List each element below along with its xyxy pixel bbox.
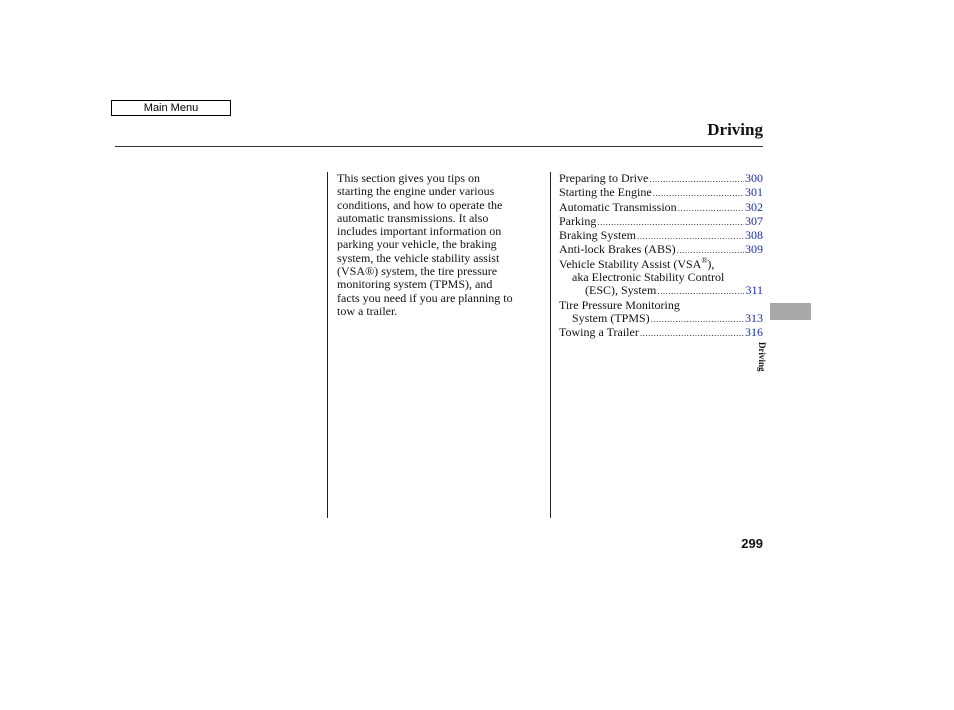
toc-page-link[interactable]: 311: [745, 283, 763, 298]
page-number: 299: [741, 536, 763, 551]
toc-item-tpms[interactable]: [559, 312, 763, 326]
vsa-text-end: ),: [707, 256, 715, 271]
toc-item[interactable]: [559, 201, 763, 215]
toc-item-label: Starting the Engine: [559, 185, 652, 200]
toc-page-link[interactable]: 313: [745, 310, 763, 325]
toc-item-tpms-line1: Tire Pressure Monitoring: [559, 297, 680, 312]
toc-page-link[interactable]: 309: [745, 242, 763, 257]
toc-item-vsa-line1: [559, 255, 763, 271]
section-title: Driving: [707, 120, 763, 139]
vsa-text: Vehicle Stability Assist (VSA: [559, 256, 702, 271]
section-tab-marker[interactable]: [770, 303, 811, 320]
toc-item-vsa-line2: aka Electronic Stability Control: [572, 270, 725, 285]
toc-page-link[interactable]: 316: [745, 325, 763, 340]
toc-leader: [651, 313, 744, 326]
toc-page-link[interactable]: 308: [745, 228, 763, 243]
toc-page-link[interactable]: 307: [745, 213, 763, 228]
toc-item-label: Automatic Transmission: [559, 199, 677, 214]
toc-item-label: Anti-lock Brakes (ABS): [559, 242, 676, 257]
toc-page-link[interactable]: 300: [745, 171, 763, 185]
toc-leader: [677, 244, 744, 257]
toc-item[interactable]: [559, 215, 763, 229]
registered-mark: ®: [701, 255, 708, 265]
toc-page-link[interactable]: 301: [745, 185, 763, 200]
main-menu-button[interactable]: Main Menu: [111, 100, 231, 116]
side-tab-label: Driving: [757, 342, 767, 372]
toc-leader: [653, 187, 744, 200]
toc-item[interactable]: [559, 172, 763, 186]
toc-item-label: (ESC), System: [585, 283, 657, 298]
toc-item[interactable]: [559, 326, 763, 340]
column-divider-right: [550, 172, 551, 518]
toc-item-vsa[interactable]: [559, 284, 763, 298]
toc-item[interactable]: [559, 243, 763, 257]
header-divider: [115, 146, 763, 147]
intro-paragraph: This section gives you tips on starting the engine under various conditions, and how to operate the automatic transmissions. It also includes important information on parking your vehicle, the braking system, the vehicle stability assist (VSA®) system, the tire pressure monitoring system (TPMS), and facts you need if you are planning to tow a trailer.: [337, 171, 513, 318]
toc-item-label: Towing a Trailer: [559, 325, 639, 340]
toc-leader: [637, 230, 744, 243]
toc-item-label: System (TPMS): [572, 310, 650, 325]
toc-item-label: Preparing to Drive: [559, 171, 649, 185]
toc-item-label: Parking: [559, 213, 597, 228]
table-of-contents: [559, 172, 763, 341]
column-divider-left: [327, 172, 328, 518]
toc-leader: [597, 216, 744, 229]
toc-item[interactable]: [559, 186, 763, 200]
toc-leader: [649, 173, 744, 186]
toc-item[interactable]: [559, 229, 763, 243]
toc-leader: [657, 285, 744, 298]
toc-page-link[interactable]: 302: [745, 199, 763, 214]
toc-leader: [678, 202, 744, 215]
toc-item-label: Braking System: [559, 228, 636, 243]
toc-leader: [640, 327, 744, 340]
